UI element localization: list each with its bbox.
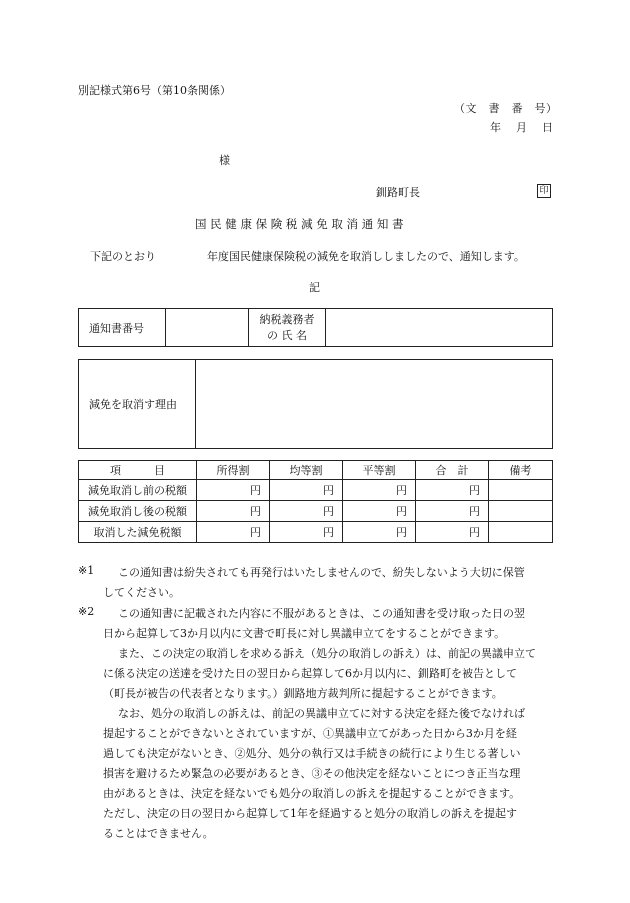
note2-line: 由があるときは、決定を経ないでも処分の取消しの訴えを提起することができます。 [103,787,521,800]
note2-line: また、この決定の取消しを求める訴え（処分の取消しの訴え）は、前記の異議申立て [118,647,536,660]
taxpayer-label-line2: の 氏 名 [267,328,307,342]
cell-yen: 円 [416,480,489,501]
reason-value [196,360,553,449]
cell-remarks [489,480,553,501]
table-row [79,501,553,522]
table-row [79,480,553,501]
col-header-per-capita: 均等割 [270,461,343,480]
ki-label: 記 [309,281,320,294]
issue-date: 年 月 日 [490,121,555,134]
table-row [79,522,553,543]
tax-amount-table [78,460,553,543]
cell-yen: 円 [197,522,270,543]
taxpayer-label-line1: 納税義務者 [259,312,315,326]
row-label: 取消した減免税額 [79,522,197,543]
note1-line2: してください。 [103,586,180,599]
note2-line: （町長が被告の代表者となります。）釧路地方裁判所に提起することができます。 [103,687,503,700]
cell-yen: 円 [197,501,270,522]
sender-name: 釧路町長 [376,186,420,199]
note2-line: 提起することができないとされていますが、①異議申立てがあった日から3か月を経 [103,727,517,740]
document-number: （文 書 番 号） [454,102,558,115]
note1-line1: この通知書は紛失されても再発行はいたしませんので、紛失しないよう大切に保管 [118,566,525,579]
seal-mark: 印 [537,184,551,198]
cell-yen: 円 [270,480,343,501]
cell-yen: 円 [270,522,343,543]
col-header-remarks: 備考 [489,461,553,480]
col-header-total: 合 計 [416,461,489,480]
reason-label: 減免を取消す理由 [79,360,196,449]
intro-right: 年度国民健康保険税の減免を取消ししましたので、通知します。 [207,250,525,263]
notice-number-label: 通知書番号 [79,309,166,347]
row-label: 減免取消し前の税額 [79,480,197,501]
table-header-row [79,461,553,480]
cell-yen: 円 [343,480,416,501]
note2-line: この通知書に記載された内容に不服があるときは、この通知書を受け取った日の翌 [118,607,525,620]
note2-line: 日から起算して3か月以内に文書で町長に対し異議申立てをすることができます。 [103,627,506,640]
cell-yen: 円 [416,522,489,543]
note2-line: 過しても決定がないとき、②処分、処分の執行又は手続きの続行により生じる著しい [103,747,521,760]
cell-yen: 円 [343,501,416,522]
note2-line: ることはできません。 [103,827,214,840]
note1-mark: ※1 [78,564,95,577]
cell-remarks [489,522,553,543]
col-header-item: 項 目 [79,461,197,480]
cell-remarks [489,501,553,522]
reason-table [78,359,553,449]
cell-yen: 円 [270,501,343,522]
form-label: 別記様式第6号（第10条関係） [78,84,231,97]
note2-line: に係る決定の送達を受けた日の翌日から起算して6か月以内に、釧路町を被告として [103,667,517,680]
note2-line: 損害を避けるため緊急の必要があるとき、③その他決定を経ないことにつき正当な理 [103,767,521,780]
notice-number-value [166,309,249,347]
row-label: 減免取消し後の税額 [79,501,197,522]
document-title: 国 民 健 康 保 険 税 減 免 取 消 通 知 書 [195,217,404,231]
taxpayer-name-label [249,309,326,347]
note2-line: ただし、決定の日の翌日から起算して1年を経過すると処分の取消しの訴えを提起す [103,807,517,820]
col-header-flat: 平等割 [343,461,416,480]
notice-info-table [78,308,553,347]
cell-yen: 円 [197,480,270,501]
note2-mark: ※2 [78,605,95,618]
addressee-suffix: 様 [219,154,230,167]
taxpayer-name-value [326,309,553,347]
cell-yen: 円 [416,501,489,522]
intro-left: 下記のとおり [90,250,156,263]
note2-line: なお、処分の取消しの訴えは、前記の異議申立てに対する決定を経た後でなければ [118,707,525,720]
cell-yen: 円 [343,522,416,543]
col-header-income: 所得割 [197,461,270,480]
